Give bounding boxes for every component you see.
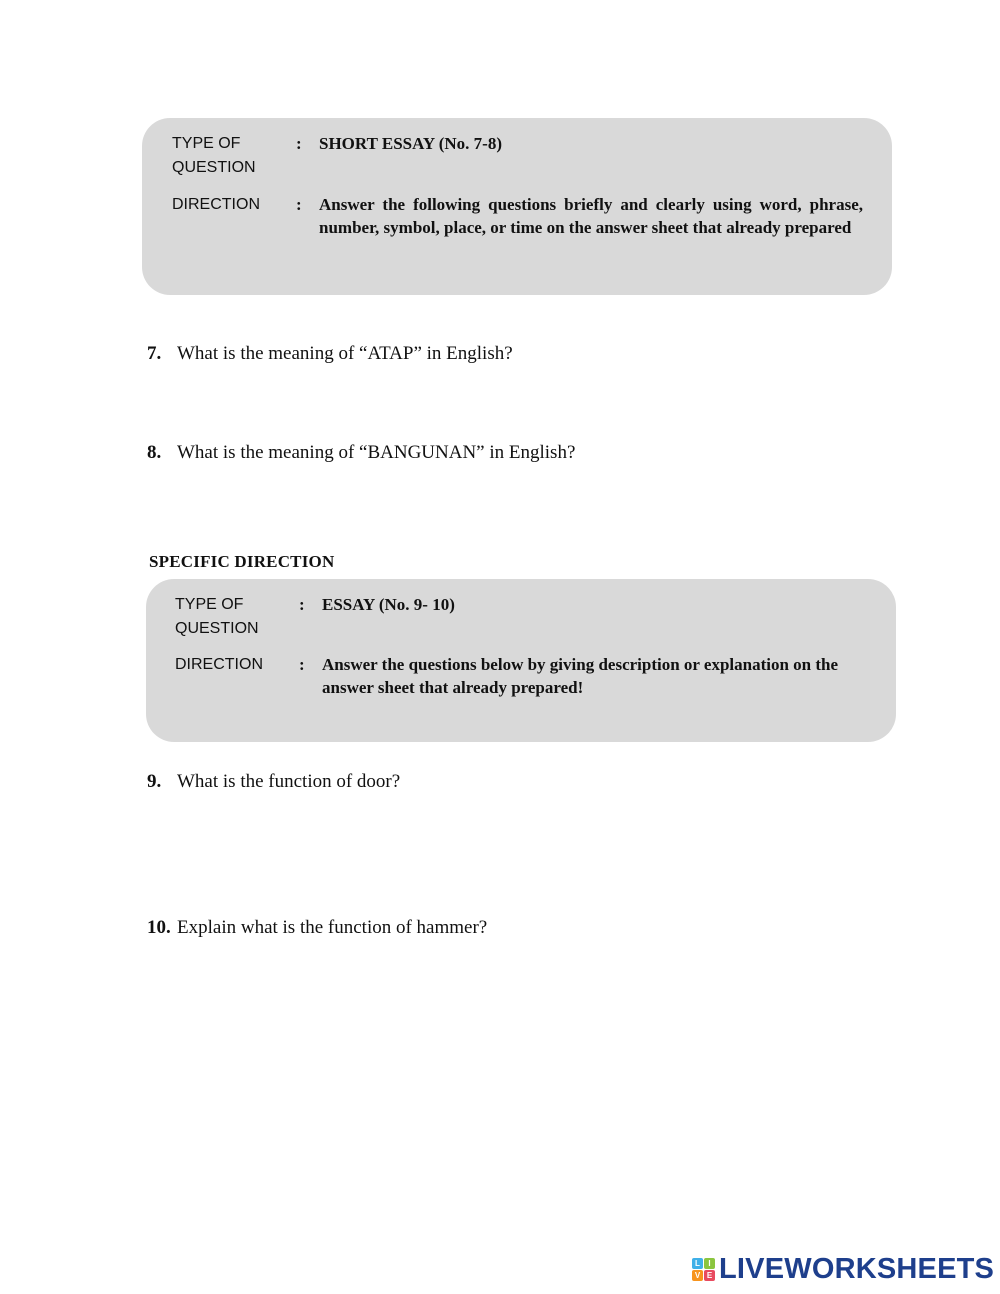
type-label-line1: TYPE OF <box>172 135 241 152</box>
question-8 <box>147 441 575 465</box>
logo-mark-cell: I <box>704 1258 715 1269</box>
question-text: Explain what is the function of hammer? <box>177 917 488 938</box>
type-colon: : <box>296 134 302 153</box>
type-of-question-value: ESSAY (No. 9- 10) <box>322 595 455 614</box>
direction-colon: : <box>299 655 305 674</box>
direction-label: DIRECTION <box>172 196 260 213</box>
type-of-question-label <box>172 132 256 180</box>
question-number: 8. <box>147 442 162 463</box>
type-label-line2: QUESTION <box>175 620 259 637</box>
liveworksheets-mark-icon <box>692 1258 715 1281</box>
type-colon: : <box>299 595 305 614</box>
question-text: What is the function of door? <box>177 771 401 792</box>
question-7 <box>147 342 513 366</box>
direction-colon: : <box>296 195 302 214</box>
question-10 <box>147 916 487 940</box>
logo-text: LIVEWORKSHEETS <box>719 1252 995 1285</box>
question-number: 9. <box>147 771 162 792</box>
logo-mark-cell: V <box>692 1270 703 1281</box>
type-of-question-value: SHORT ESSAY (No. 7-8) <box>319 134 502 153</box>
logo-mark-cell: E <box>704 1270 715 1281</box>
question-text: What is the meaning of “BANGUNAN” in English? <box>177 442 576 463</box>
question-text: What is the meaning of “ATAP” in English? <box>177 343 513 364</box>
type-label-line1: TYPE OF <box>175 596 244 613</box>
specific-direction-heading: SPECIFIC DIRECTION <box>149 552 335 571</box>
type-of-question-label <box>175 593 259 641</box>
question-number: 7. <box>147 343 162 364</box>
logo-mark-cell: L <box>692 1258 703 1269</box>
liveworksheets-logo[interactable] <box>692 1252 994 1286</box>
question-number: 10. <box>147 917 171 938</box>
direction-text: Answer the following questions briefly and clearly using word, phrase, number, symbol, place, or time on the answer sheet that already prepared <box>319 195 863 237</box>
direction-label: DIRECTION <box>175 656 263 673</box>
type-label-line2: QUESTION <box>172 159 256 176</box>
question-9 <box>147 770 400 794</box>
direction-text: Answer the questions below by giving description or explanation on the answer sheet that already prepared! <box>322 655 839 697</box>
